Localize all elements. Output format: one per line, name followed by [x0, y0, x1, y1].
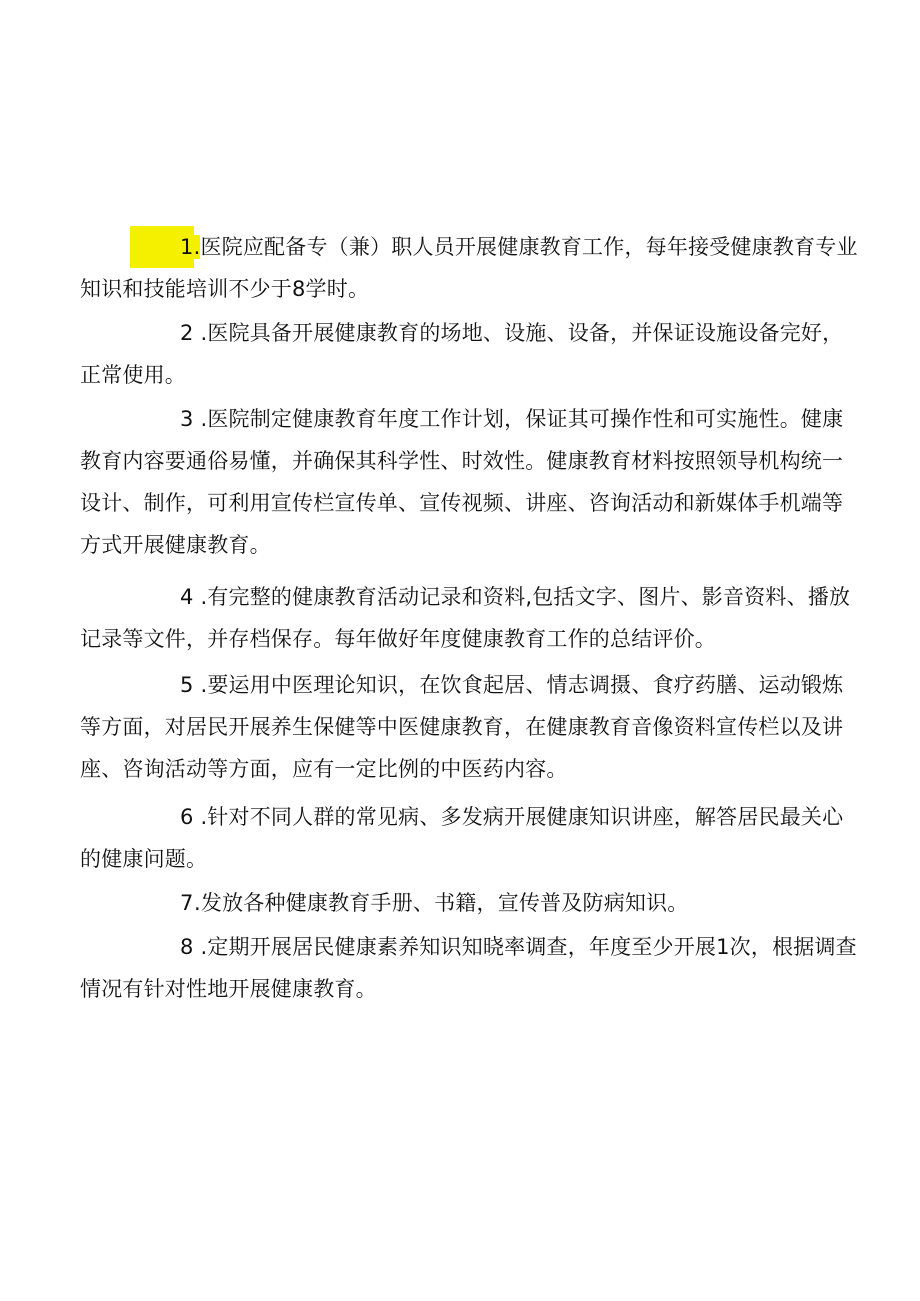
list-item-6 [80, 796, 860, 880]
item-text: 定期开展居民健康素养知识知晓率调查，年度至少开展1次，根据调查情况有针对性地开展健康教育。 [80, 935, 857, 1001]
item-number: 2 [180, 321, 194, 345]
item-number: 8 [180, 935, 194, 959]
item-separator: . [193, 235, 201, 259]
item-text: 医院具备开展健康教育的场地、设施、设备，并保证设施设备完好，正常使用。 [80, 321, 844, 387]
item-text: 有完整的健康教育活动记录和资料,包括文字、图片、影音资料、播放记录等文件，并存档保存。每年做好年度健康教育工作的总结评价。 [80, 585, 851, 651]
item-number: 4 [180, 585, 194, 609]
item-number: 1 [130, 226, 194, 268]
item-number: 6 [180, 805, 194, 829]
item-text: 要运用中医理论知识，在饮食起居、情志调摄、食疗药膳、运动锻炼等方面，对居民开展养生保健等中医健康教育，在健康教育音像资料宣传栏以及讲座、咨询活动等方面，应有一定比例的中医药内容。 [80, 673, 844, 781]
list-item-2 [80, 312, 860, 396]
item-text: 发放各种健康教育手册、书籍，宣传普及防病知识。 [200, 891, 689, 915]
item-separator: . [193, 805, 208, 829]
list-item-4 [80, 576, 860, 660]
item-text: 针对不同人群的常见病、多发病开展健康知识讲座，解答居民最关心的健康问题。 [80, 805, 844, 871]
item-number: 3 [180, 407, 194, 431]
item-separator: . [193, 407, 208, 431]
list-item-1 [80, 226, 860, 310]
item-number: 5 [180, 673, 194, 697]
item-separator: . [194, 891, 201, 915]
item-text: 医院制定健康教育年度工作计划，保证其可操作性和可实施性。健康教育内容要通俗易懂，并确保其科学性、时效性。健康教育材料按照领导机构统一设计、制作，可利用宣传栏宣传单、宣传视频、讲座、咨询活动和新媒体手机端等方式开展健康教育。 [80, 407, 844, 557]
item-separator: . [193, 321, 208, 345]
item-separator: . [193, 673, 208, 697]
list-item-7 [80, 882, 860, 924]
list-item-3 [80, 398, 860, 566]
list-item-8 [80, 926, 860, 1010]
list-item-5 [80, 664, 860, 790]
item-number: 7 [180, 891, 194, 915]
item-separator: . [193, 585, 208, 609]
item-separator: . [193, 935, 208, 959]
item-text: 医院应配备专（兼）职人员开展健康教育工作，每年接受健康教育专业知识和技能培训不少于8学时。 [80, 235, 858, 301]
